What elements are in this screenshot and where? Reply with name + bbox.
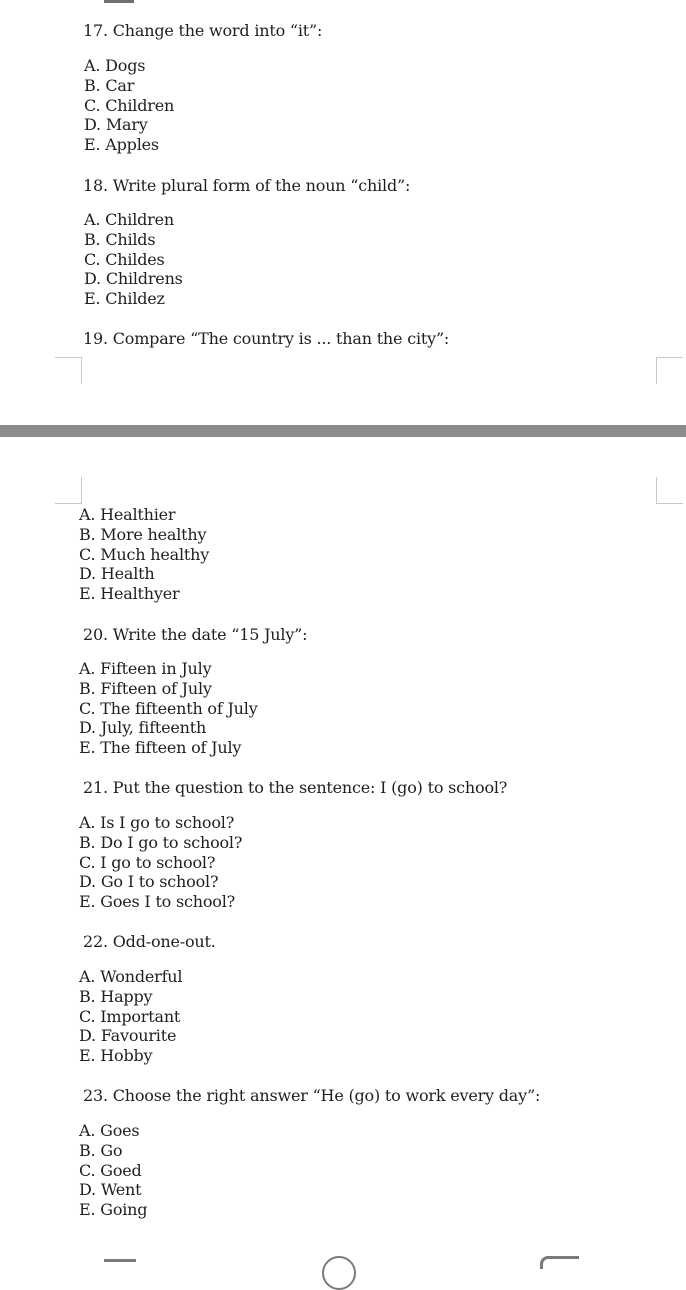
document-page-1 <box>0 0 686 425</box>
option-17-b: B. Car <box>84 75 135 95</box>
option-20-d: D. July, fifteenth <box>79 718 207 738</box>
option-23-b: B. Go <box>79 1140 123 1160</box>
options-22 <box>79 967 182 1066</box>
option-22-b: B. Happy <box>79 986 153 1006</box>
options-17 <box>84 56 174 155</box>
option-17-d: D. Mary <box>84 115 148 135</box>
option-21-d: D. Go I to school? <box>79 872 219 892</box>
option-20-c: C. The fifteenth of July <box>79 698 258 718</box>
option-23-c: C. Goed <box>79 1160 142 1180</box>
options-18 <box>84 210 183 309</box>
option-19-d: D. Health <box>79 564 155 584</box>
option-22-d: D. Favourite <box>79 1026 177 1046</box>
option-18-d: D. Childrens <box>84 269 183 289</box>
option-23-d: D. Went <box>79 1180 142 1200</box>
option-22-a: A. Wonderful <box>79 967 183 986</box>
question-22: 22. Odd-one-out. <box>83 932 216 951</box>
options-20 <box>79 659 258 758</box>
option-18-e: E. Childez <box>84 289 165 309</box>
option-20-e: E. The fifteen of July <box>79 738 242 758</box>
option-17-a: A. Dogs <box>84 56 146 75</box>
options-21 <box>79 813 242 912</box>
option-17-c: C. Children <box>84 95 175 115</box>
option-19-e: E. Healthyer <box>79 584 180 604</box>
option-17-e: E. Apples <box>84 135 159 155</box>
options-19 <box>79 505 209 604</box>
question-19: 19. Compare “The country is ... than the city”: <box>83 329 450 348</box>
question-23: 23. Choose the right answer “He (go) to work every day”: <box>83 1086 541 1105</box>
question-18: 18. Write plural form of the noun “child”: <box>83 176 411 195</box>
options-23 <box>79 1121 147 1220</box>
option-21-e: E. Goes I to school? <box>79 892 236 912</box>
option-19-a: A. Healthier <box>79 505 176 524</box>
option-19-b: B. More healthy <box>79 524 207 544</box>
page-separator <box>0 425 686 437</box>
recent-apps-icon[interactable] <box>104 1259 136 1262</box>
back-icon[interactable] <box>540 1256 579 1269</box>
margin-corner-mark <box>55 357 82 384</box>
home-icon[interactable] <box>322 1256 356 1290</box>
question-21: 21. Put the question to the sentence: I (go) to school? <box>83 778 508 797</box>
previous-page-edge <box>0 0 686 3</box>
option-22-c: C. Important <box>79 1006 181 1026</box>
margin-corner-mark <box>656 357 683 384</box>
system-navigation-bar <box>0 1250 686 1265</box>
margin-corner-mark <box>656 477 683 504</box>
option-21-b: B. Do I go to school? <box>79 832 243 852</box>
option-21-c: C. I go to school? <box>79 852 216 872</box>
option-23-e: E. Going <box>79 1200 148 1220</box>
option-20-b: B. Fifteen of July <box>79 678 212 698</box>
option-18-b: B. Childs <box>84 229 156 249</box>
option-22-e: E. Hobby <box>79 1046 153 1066</box>
question-17: 17. Change the word into “it”: <box>83 21 323 40</box>
option-18-c: C. Childes <box>84 249 165 269</box>
option-20-a: A. Fifteen in July <box>79 659 212 678</box>
option-19-c: C. Much healthy <box>79 544 210 564</box>
option-21-a: A. Is I go to school? <box>79 813 235 832</box>
option-18-a: A. Children <box>84 210 174 229</box>
margin-corner-mark <box>55 477 82 504</box>
option-23-a: A. Goes <box>79 1121 140 1140</box>
question-20: 20. Write the date “15 July”: <box>83 625 308 644</box>
